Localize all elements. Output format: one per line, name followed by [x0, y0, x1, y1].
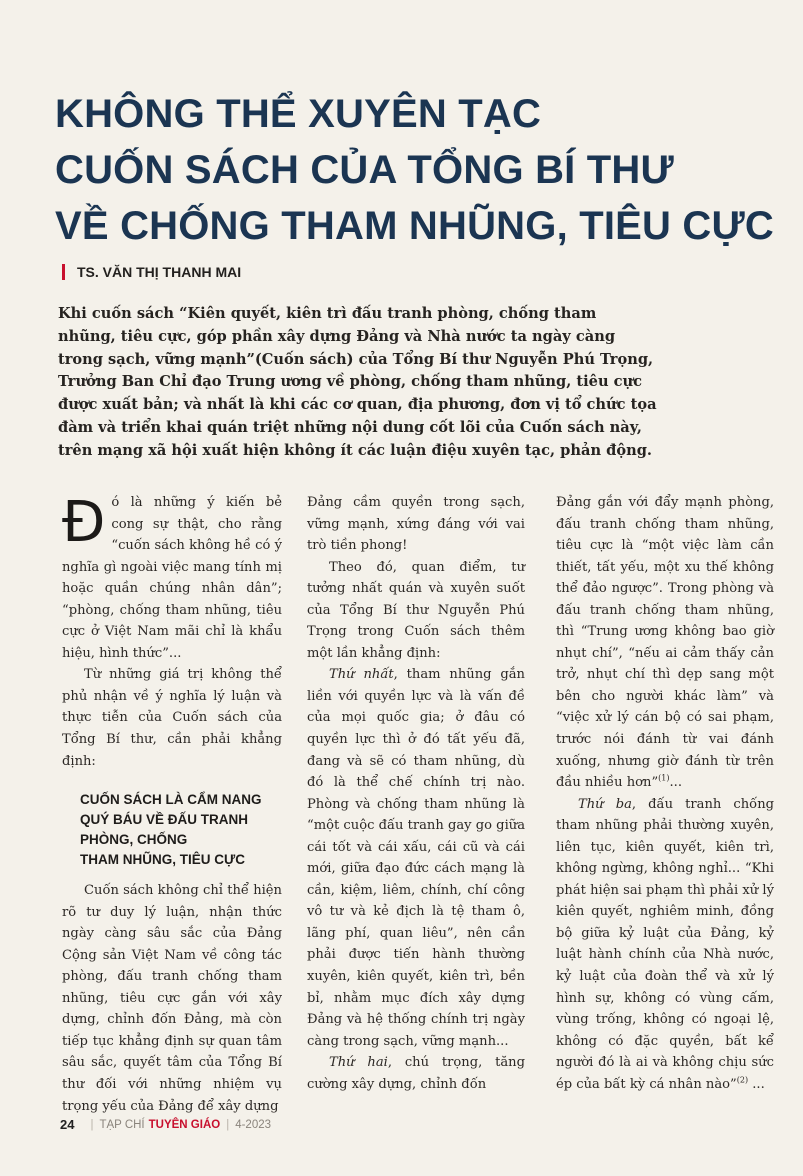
page-number: 24 [60, 1117, 75, 1132]
body-text: , tham nhũng gắn liền với quyền lực và là vấn đề của mọi quốc gia; ở đâu có quyền lực thì ở đó tất yếu đã, đang và sẽ có tham nhũng, dù đó là thể chế chính trị nào. Phòng và chống tham nhũng là “một cuộc đấu tranh gay go giữa cái tốt và cái xấu, cái cũ và cái mới, giữa đạo đức cách mạng là cần, kiệm, liêm, chính, chí công vô tư và kẻ địch là tệ tham ô, lãng phí, quan liêu”, nên cần phải được tiến hành thường xuyên, kiên quyết, kiên trì, bền bỉ, nhằm mục đích xây dựng Đảng và hệ thống chính trị ngày càng trong sạch, vững mạnh... [307, 667, 525, 1049]
body-text: Đảng gắn với đẩy mạnh phòng, đấu tranh chống tham nhũng, tiêu cực là “một việc làm cần thiết, tất yếu, một xu thế không thể đảo ngược”. Trong phòng và đấu tranh chống tham nhũng, thì “Trung ương không bao giờ nhụt chí”, “nếu ai cảm thấy cản trở, nhụt chí thì dẹp sang một bên cho người khác làm” và “việc xử lý cán bộ có sai phạm, trước nói đánh từ vai đánh xuống, nhưng giờ đánh từ trên đầu nhiều hơn” [556, 495, 774, 791]
body-paragraph [556, 794, 774, 1096]
article-column-3 [556, 492, 774, 1095]
body-text: ... [748, 1076, 765, 1092]
page-footer [60, 1117, 271, 1132]
author-name: TS. VĂN THỊ THANH MAI [77, 264, 242, 280]
body-paragraph [556, 492, 774, 794]
page-title [55, 86, 775, 254]
footnote-ref: (2) [736, 1075, 749, 1085]
subheading-line: PHÒNG, CHỐNG [80, 832, 188, 848]
issue-number: 4-2023 [235, 1118, 272, 1131]
author-byline [62, 264, 241, 280]
title-line: KHÔNG THỂ XUYÊN TẠC [55, 92, 542, 136]
subheading-line: CUỐN SÁCH LÀ CẨM NANG [80, 792, 262, 808]
subheading-line: THAM NHŨNG, TIÊU CỰC [80, 852, 245, 868]
body-paragraph: Từ những giá trị không thể phủ nhận về ý nghĩa lý luận và thực tiễn của Cuốn sách của Tổng Bí thư, cần phải khẳng định: [62, 667, 282, 769]
magazine-name: TUYÊN GIÁO [148, 1118, 221, 1131]
title-line: VỀ CHỐNG THAM NHŨNG, TIÊU CỰC [55, 204, 774, 248]
body-paragraph [62, 492, 282, 664]
lead-paragraph: Khi cuốn sách “Kiên quyết, kiên trì đấu tranh phòng, chống tham nhũng, tiêu cực, góp phần xây dựng Đảng và Nhà nước ta ngày càng trong sạch, vững mạnh”(Cuốn sách) của Tổng Bí thư Nguyễn Phú Trọng, Trưởng Ban Chỉ đạo Trung ương về phòng, chống tham nhũng, tiêu cực được xuất bản; và nhất là khi các cơ quan, địa phương, đơn vị tổ chức tọa đàm và triển khai quán triệt những nội dung cốt lõi của Cuốn sách này, trên mạng xã hội xuất hiện không ít các luận điệu xuyên tạc, phản động. [58, 305, 657, 459]
title-line: CUỐN SÁCH CỦA TỔNG BÍ THƯ [55, 148, 674, 192]
point-lead: Thứ nhất [329, 667, 394, 683]
magazine-prefix: TẠP CHÍ [99, 1118, 145, 1131]
author-accent-bar [62, 264, 65, 280]
point-lead: Thứ hai [329, 1055, 388, 1071]
footer-divider: | [226, 1118, 230, 1131]
drop-cap: Đ [62, 490, 106, 555]
body-text: ... [669, 775, 682, 791]
article-column-1 [62, 492, 282, 1117]
body-paragraph: Đảng cầm quyền trong sạch, vững mạnh, xứng đáng với vai trò tiền phong! [307, 495, 525, 554]
body-text: , chú trọng, tăng cường xây dựng, chỉnh đốn [307, 1055, 525, 1092]
body-paragraph: Cuốn sách không chỉ thể hiện rõ tư duy lý luận, nhận thức ngày càng sâu sắc của Đảng Cộng sản Việt Nam về công tác phòng, đấu tranh chống tham nhũng, tiêu cực gắn với xây dựng, chỉnh đốn Đảng, mà còn tiếp tục khẳng định sự quan tâm sâu sắc, quyết tâm của Tổng Bí thư đối với những nhiệm vụ trọng yếu của Đảng để xây dựng [62, 883, 282, 1114]
article-column-2 [307, 492, 525, 1095]
body-paragraph [307, 664, 525, 1052]
body-paragraph [307, 1052, 525, 1095]
body-text: , đấu tranh chống tham nhũng phải thường xuyên, liên tục, kiên quyết, kiên trì, không ngừng, không nghỉ... “Khi phát hiện sai phạm thì phải xử lý kiên quyết, nghiêm minh, đồng bộ giữa kỷ luật của Đảng, kỷ luật hành chính của Nhà nước, kỷ luật của đoàn thể và xử lý hình sự, không có vùng cấm, vùng trống, không có ngoại lệ, không có đặc quyền, bất kể người đó là ai và không chịu sức ép của bất kỳ cá nhân nào” [556, 796, 775, 1092]
section-subheading [80, 790, 282, 870]
footer-divider: | [90, 1118, 94, 1131]
body-text: ó là những ý kiến bẻ cong sự thật, cho rằng “cuốn sách không hề có ý nghĩa gì ngoài việc mang tính mị hoặc quần chúng nhân dân”; “phòng, chống tham nhũng, tiêu cực ở Việt Nam mãi chỉ là khẩu hiệu, hình thức”... [62, 495, 282, 661]
footnote-ref: (1) [658, 773, 670, 783]
point-lead: Thứ ba [578, 796, 632, 812]
body-paragraph: Theo đó, quan điểm, tư tưởng nhất quán và xuyên suốt của Tổng Bí thư Nguyễn Phú Trọng trong Cuốn sách thêm một lần khẳng định: [307, 559, 525, 661]
subheading-line: QUÝ BÁU VỀ ĐẤU TRANH [80, 812, 249, 828]
